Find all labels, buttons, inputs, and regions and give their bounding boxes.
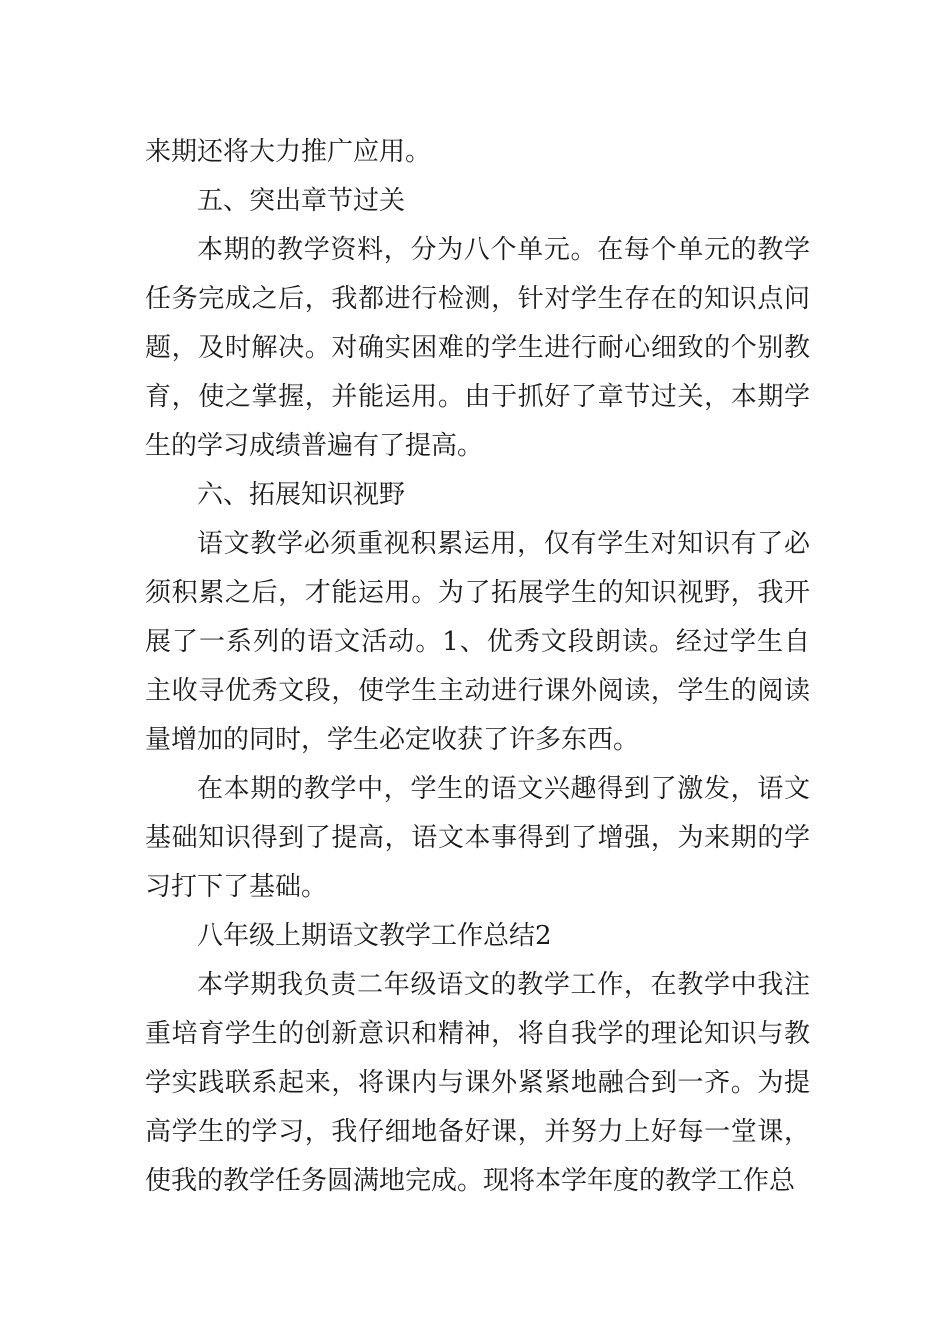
paragraph-summary: 在本期的教学中，学生的语文兴趣得到了激发，语文基础知识得到了提高，语文本事得到了增强，为来期的学习打下了基础。: [145, 774, 810, 902]
paragraph-intro-2: 本学期我负责二年级语文的教学工作，在教学中我注重培育学生的创新意识和精神，将自我学的理论知识与教学实践联系起来，将课内与课外紧紧地融合到一齐。为提高学生的学习，我仔细地备好课，并努力上好每一堂课，使我的教学任务圆满地完成。现将本学年度的教学工作总: [145, 970, 810, 1196]
document-title-2: 八年级上期语文教学工作总结2: [197, 921, 552, 951]
paragraph-chapter-review: 本期的教学资料，分为八个单元。在每个单元的教学任务完成之后，我都进行检测，针对学生存在的知识点问题，及时解决。对确实困难的学生进行耐心细致的个别教育，使之掌握，并能运用。由于抓好了章节过关，本期学生的学习成绩普遍有了提高。: [145, 235, 810, 461]
section-heading-six: 六、拓展知识视野: [197, 480, 406, 510]
paragraph-continuation: 来期还将大力推广应用。: [145, 137, 432, 167]
document-body: [145, 128, 810, 1206]
paragraph-knowledge-expansion: 语文教学必须重视积累运用，仅有学生对知识有了必须积累之后，才能运用。为了拓展学生的知识视野，我开展了一系列的语文活动。1、优秀文段朗读。经过学生自主收寻优秀文段，使学生主动进行课外阅读，学生的阅读量增加的同时，学生必定收获了许多东西。: [145, 529, 810, 755]
section-heading-five: 五、突出章节过关: [197, 186, 406, 216]
